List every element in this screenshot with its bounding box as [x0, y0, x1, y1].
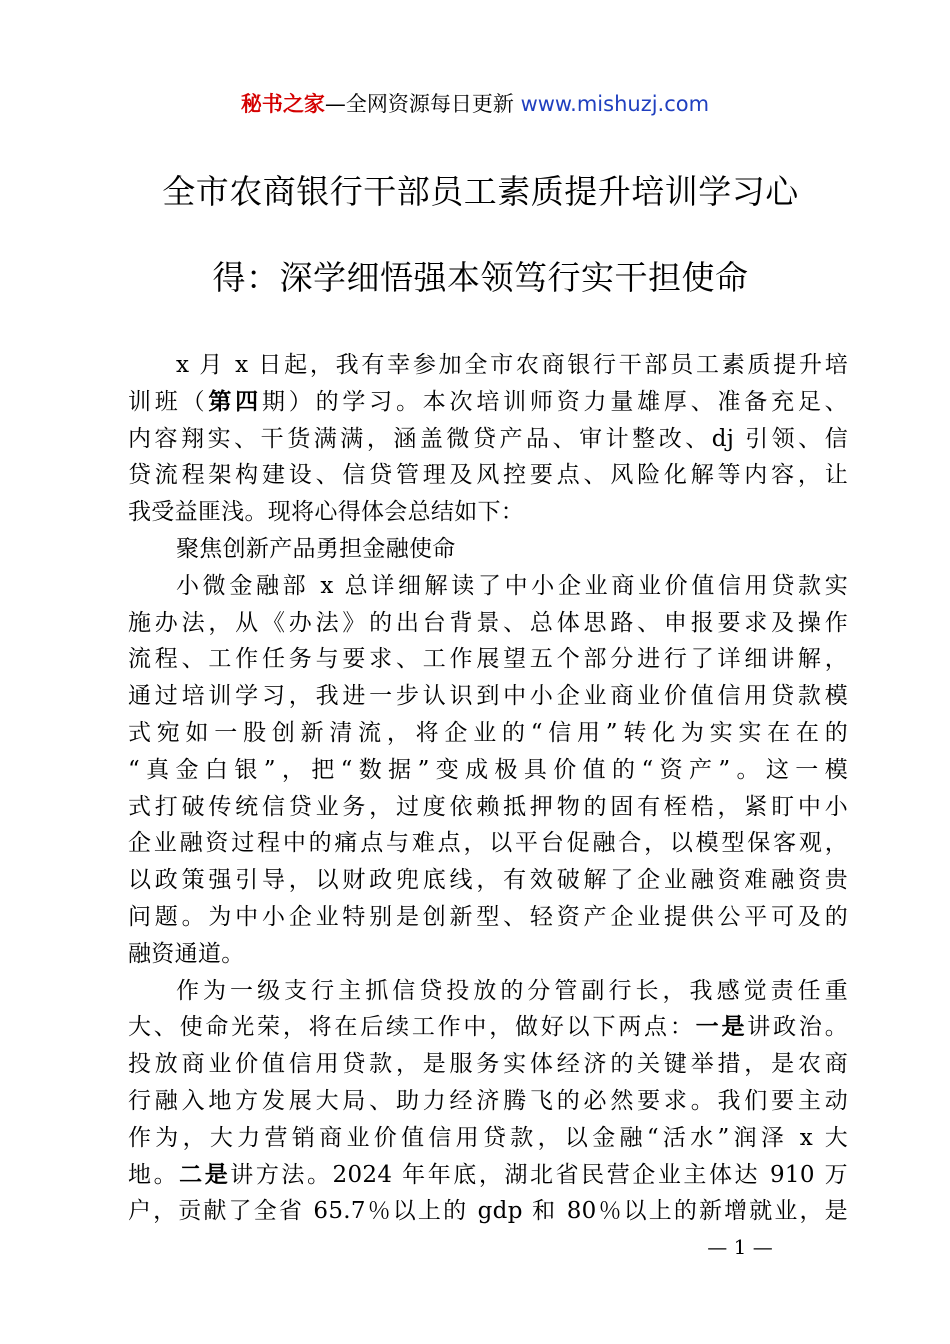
paragraph-3-line: 投放商业价值信用贷款，是服务实体经济的关键举措，是农商 [128, 1051, 848, 1078]
paragraph-2-line: “真金白银”，把“数据”变成极具价值的“资产”。这一模 [128, 756, 848, 783]
document-title-line-1: 全市农商银行干部员工素质提升培训学习心 [162, 172, 799, 211]
section-heading: 聚焦创新产品勇担金融使命 [176, 535, 456, 562]
paragraph-3-line: 大、使命光荣，将在后续工作中，做好以下两点：一是讲政治。 [128, 1013, 848, 1041]
page-number: — 1 — [707, 1235, 773, 1259]
site-brand: 秘书之家 [240, 92, 325, 116]
paragraph-2-line: 式打破传统信贷业务，过度依赖抵押物的固有桎梏，紧盯中小 [128, 793, 848, 820]
paragraph-2-line: 企业融资过程中的痛点与难点，以平台促融合，以模型保客观， [128, 830, 848, 857]
emphasis-text: 第四 [208, 387, 262, 415]
paragraph-3-line: 作为，大力营销商业价值信用贷款，以金融“活水”润泽 x 大 [128, 1124, 848, 1151]
site-tagline: —全网资源每日更新 [324, 92, 521, 116]
paragraph-1-line: 我受益匪浅。现将心得体会总结如下： [128, 499, 525, 526]
document-title-line-2: 得：深学细悟强本领笃行实干担使命 [212, 258, 749, 297]
paragraph-3-line: 行融入地方发展大局、助力经济腾飞的必然要求。我们要主动 [128, 1087, 848, 1114]
site-url-link[interactable]: www.mishuzj.com [520, 92, 710, 116]
document-body [128, 347, 848, 1230]
emphasis-text: 二是 [179, 1160, 231, 1188]
paragraph-3-line: 地。二是讲方法。2024 年年底，湖北省民营企业主体达 910 万 [128, 1160, 848, 1188]
paragraph-2-line: 小微金融部 x 总详细解读了中小企业商业价值信用贷款实 [176, 572, 848, 599]
paragraph-1-line: 贷流程架构建设、信贷管理及风控要点、风险化解等内容，让 [128, 462, 848, 489]
paragraph-2-line: 式宛如一股创新清流，将企业的“信用”转化为实实在在的 [128, 719, 848, 746]
paragraph-2-line: 流程、工作任务与要求、工作展望五个部分进行了详细讲解， [128, 646, 848, 673]
paragraph-2-line: 施办法，从《办法》的出台背景、总体思路、申报要求及操作 [128, 609, 848, 636]
paragraph-2-line: 问题。为中小企业特别是创新型、轻资产企业提供公平可及的 [128, 903, 848, 930]
paragraph-3-line: 户，贡献了全省 65.7％以上的 gdp 和 80％以上的新增就业，是 [128, 1198, 848, 1225]
paragraph-3-line: 作为一级支行主抓信贷投放的分管副行长，我感觉责任重 [176, 977, 848, 1004]
paragraph-2-line: 以政策强引导，以财政兜底线，有效破解了企业融资难融资贵 [128, 867, 848, 894]
paragraph-1-line: 训班（第四期）的学习。本次培训师资力量雄厚、准备充足、 [128, 387, 848, 415]
site-header [0, 88, 950, 120]
paragraph-1-line: 内容翔实、干货满满，涵盖微贷产品、审计整改、dj 引领、信 [128, 425, 848, 452]
paragraph-2-line: 通过培训学习，我进一步认识到中小企业商业价值信用贷款模 [128, 683, 848, 710]
emphasis-text: 一是 [695, 1013, 748, 1041]
paragraph-1-line: x 月 x 日起，我有幸参加全市农商银行干部员工素质提升培 [176, 352, 848, 378]
paragraph-2-line: 融资通道。 [128, 940, 245, 967]
